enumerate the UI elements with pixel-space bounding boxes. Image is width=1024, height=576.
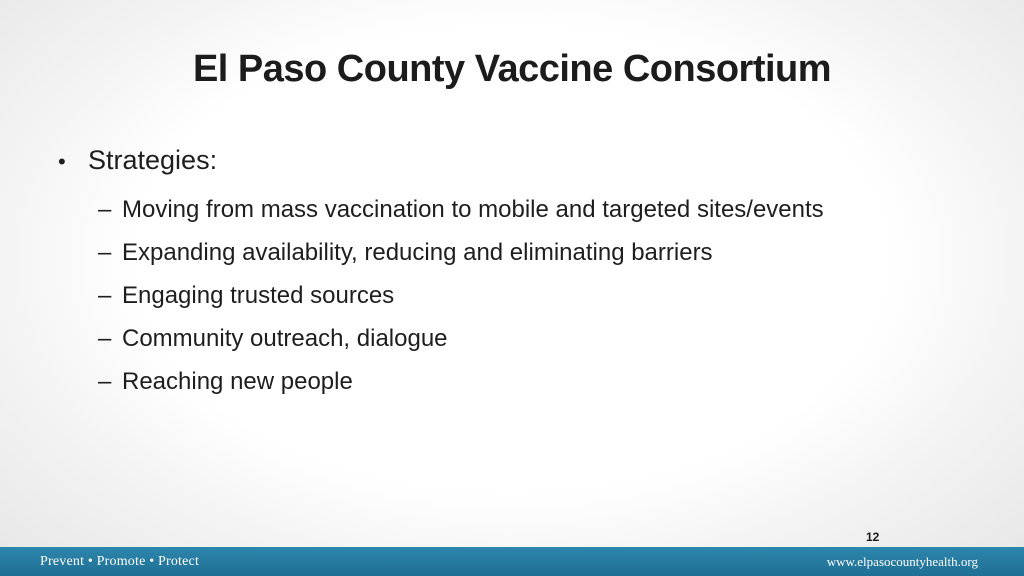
list-item <box>98 360 958 403</box>
dash-marker: – <box>98 368 112 395</box>
list-item-text: Community outreach, dialogue <box>122 325 448 352</box>
list-item-text: Moving from mass vaccination to mobile and targeted sites/events <box>122 196 824 223</box>
strategies-list <box>58 188 958 403</box>
page-number: 12 <box>866 530 880 544</box>
list-item-text: Expanding availability, reducing and eliminating barriers <box>122 239 713 266</box>
footer-bar <box>0 547 1024 576</box>
bullet-label: Strategies: <box>88 145 218 175</box>
dash-marker: – <box>98 325 112 352</box>
slide-title: El Paso County Vaccine Consortium <box>192 48 832 90</box>
slide-content <box>58 140 958 403</box>
bullet-strategies <box>58 140 958 182</box>
list-item <box>98 317 958 360</box>
footer-tagline: Prevent • Promote • Protect <box>40 554 200 569</box>
bullet-marker: • <box>58 149 66 174</box>
list-item-text: Engaging trusted sources <box>122 282 395 309</box>
dash-marker: – <box>98 196 112 223</box>
list-item <box>98 231 958 274</box>
dash-marker: – <box>98 239 112 266</box>
footer-website-link[interactable]: www.elpasocountyhealth.org <box>826 554 978 569</box>
list-item <box>98 274 958 317</box>
list-item-text: Reaching new people <box>122 368 353 395</box>
list-item <box>98 188 958 231</box>
dash-marker: – <box>98 282 112 309</box>
